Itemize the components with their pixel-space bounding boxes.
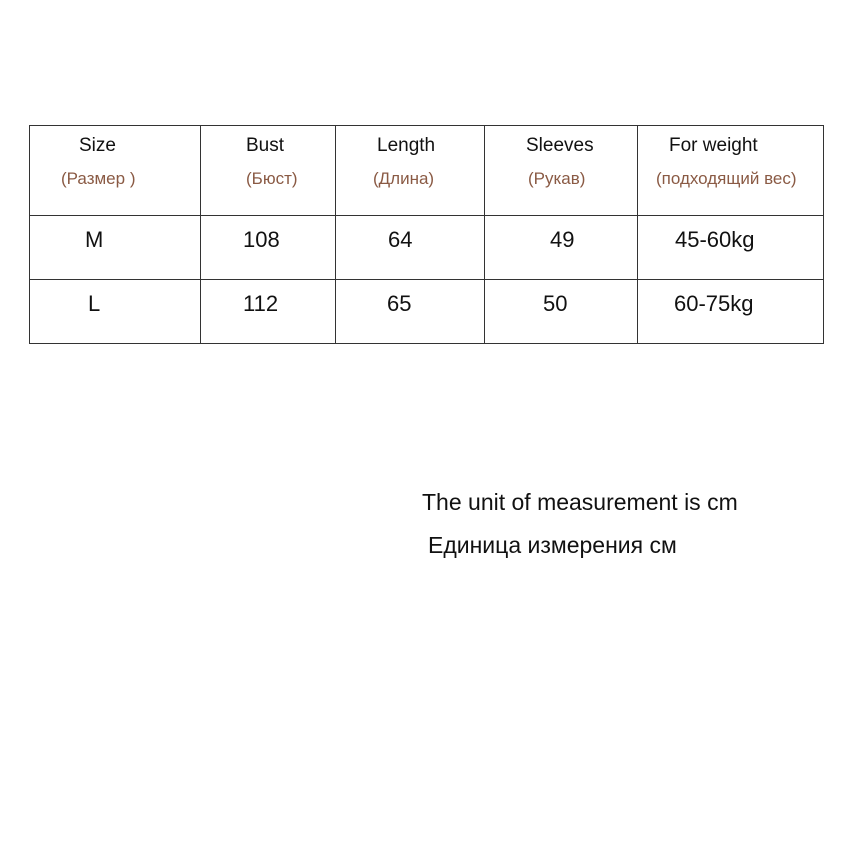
unit-note-ru: Единица измерения см: [428, 532, 677, 558]
header-bust: [201, 126, 336, 216]
table-row: [30, 216, 824, 280]
header-length: [336, 126, 485, 216]
header-size: [30, 126, 201, 216]
cell-value: M: [85, 227, 104, 252]
table-cell: [30, 216, 201, 280]
table-header-row: [30, 126, 824, 216]
header-label-en: Size: [79, 135, 116, 156]
cell-value: 108: [243, 227, 280, 252]
header-label-ru: (подходящий вес): [656, 169, 797, 188]
header-label-en: Sleeves: [526, 135, 594, 156]
header-label-en: Bust: [246, 135, 285, 156]
header-label-en: Length: [377, 135, 436, 156]
table-cell: [485, 216, 638, 280]
header-label-ru: (Рукав): [528, 169, 586, 188]
size-chart-table: [29, 125, 824, 344]
header-for-weight: [638, 126, 824, 216]
table-cell: [336, 216, 485, 280]
cell-value: 50: [543, 291, 568, 316]
cell-value: L: [88, 291, 101, 316]
table-cell: [336, 280, 485, 344]
header-label-ru: (Размер ): [61, 169, 136, 188]
cell-value: 49: [550, 227, 575, 252]
table-cell: [638, 216, 824, 280]
header-sleeves: [485, 126, 638, 216]
table-row: [30, 280, 824, 344]
table-cell: [30, 280, 201, 344]
header-label-ru: (Длина): [373, 169, 435, 188]
table-cell: [638, 280, 824, 344]
unit-note-en: The unit of measurement is cm: [422, 489, 738, 515]
table-cell: [201, 280, 336, 344]
table-cell: [485, 280, 638, 344]
cell-value: 112: [243, 291, 279, 316]
cell-value: 65: [387, 291, 412, 316]
header-label-ru: (Бюст): [246, 169, 298, 188]
table-cell: [201, 216, 336, 280]
header-label-en: For weight: [669, 135, 758, 156]
cell-value: 45-60kg: [675, 227, 755, 252]
cell-value: 64: [388, 227, 413, 252]
cell-value: 60-75kg: [674, 291, 754, 316]
